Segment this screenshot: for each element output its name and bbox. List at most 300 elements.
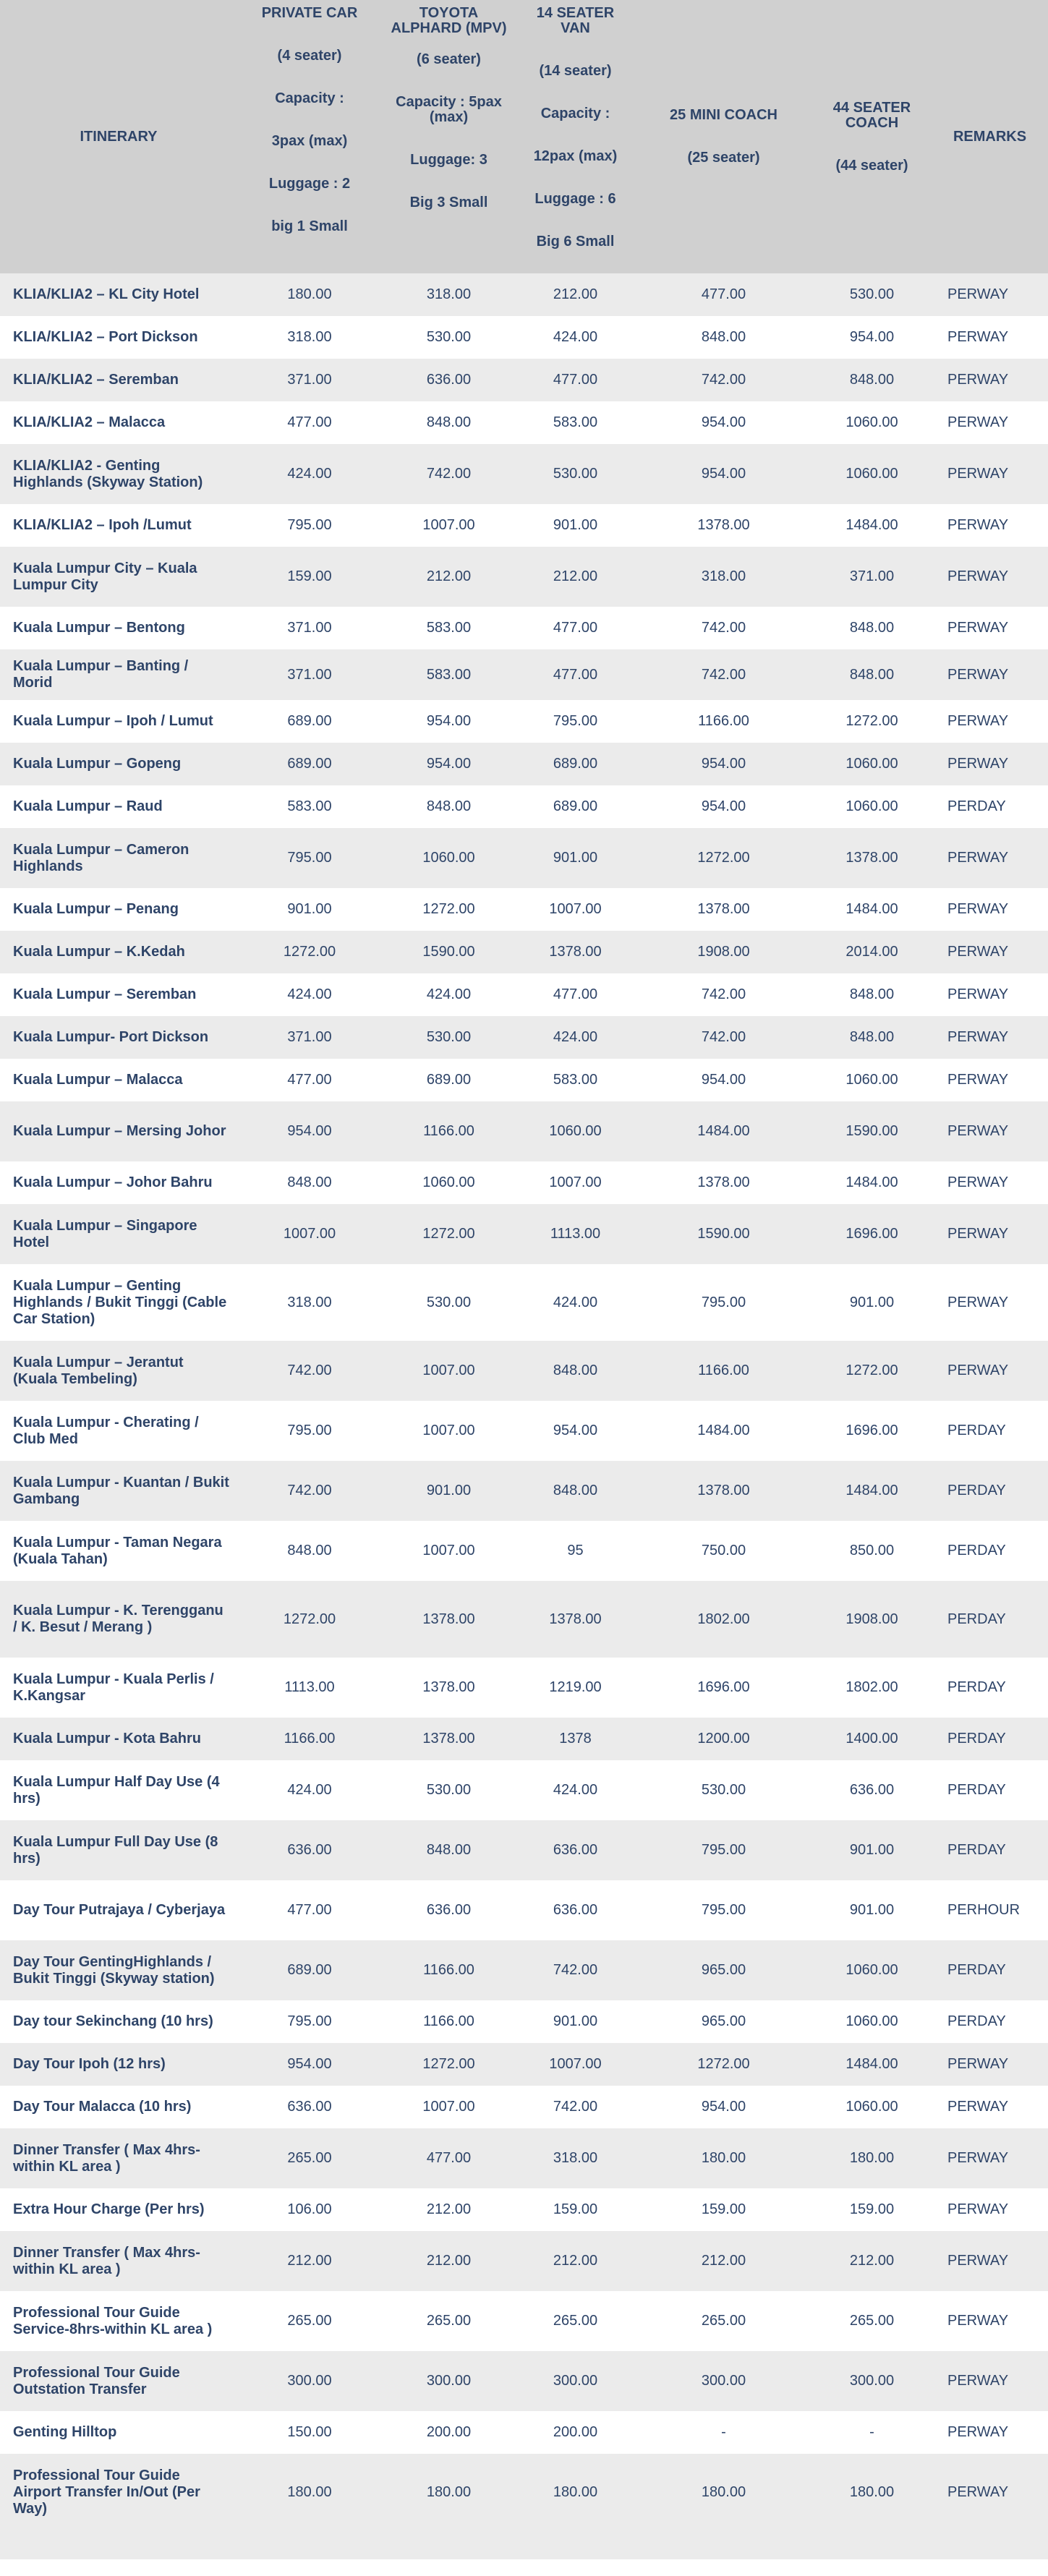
cell-mini-coach: 795.00 [701, 1842, 746, 1858]
table-row [0, 1521, 1048, 1581]
cell-private-car: 848.00 [287, 1174, 332, 1190]
cell-itinerary: Kuala Lumpur – Jerantut (Kuala Tembeling) [13, 1354, 184, 1387]
cell-remarks: PERWAY [947, 372, 1009, 388]
cell-van: 424.00 [553, 1029, 598, 1045]
cell-coach: 371.00 [849, 568, 895, 584]
cell-mini-coach: 742.00 [701, 986, 746, 1002]
cell-remarks: PERDAY [947, 1679, 1006, 1695]
cell-mini-coach: 1272.00 [697, 850, 750, 866]
cell-mini-coach: 1378.00 [697, 517, 750, 533]
cell-remarks: PERDAY [947, 1543, 1006, 1558]
cell-mini-coach: 212.00 [701, 2253, 746, 2269]
cell-coach: 1378.00 [845, 850, 898, 866]
cell-coach: 1060.00 [845, 798, 898, 814]
cell-van: 1007.00 [549, 2056, 602, 2072]
cell-mpv: 1007.00 [422, 2099, 475, 2115]
cell-remarks: PERWAY [947, 1029, 1009, 1045]
cell-remarks: PERWAY [947, 568, 1009, 584]
table-row [0, 1658, 1048, 1718]
cell-coach: 1272.00 [845, 713, 898, 729]
cell-private-car: 318.00 [287, 1294, 332, 1310]
cell-mini-coach: 965.00 [701, 2013, 746, 2029]
cell-mpv: 1007.00 [422, 1362, 475, 1378]
cell-van: 424.00 [553, 1782, 598, 1798]
cell-van: 265.00 [553, 2313, 598, 2329]
cell-mpv: 530.00 [426, 1294, 472, 1310]
cell-mini-coach: 795.00 [701, 1902, 746, 1918]
header-private-car [237, 0, 382, 273]
table-row [0, 1341, 1048, 1401]
table-row [0, 273, 1048, 316]
cell-private-car: 1113.00 [284, 1679, 335, 1695]
cell-mini-coach: - [721, 2424, 726, 2440]
cell-mini-coach: 848.00 [701, 329, 746, 345]
header-line: Luggage: 3 [410, 152, 487, 168]
cell-coach: 1802.00 [845, 1679, 898, 1695]
cell-mini-coach: 795.00 [701, 1294, 746, 1310]
cell-mpv: 742.00 [426, 466, 472, 482]
header-line: Capacity : [275, 90, 344, 106]
cell-private-car: 795.00 [287, 2013, 332, 2029]
cell-van: 180.00 [553, 2483, 598, 2500]
cell-remarks: PERDAY [947, 1483, 1006, 1498]
cell-coach: 636.00 [849, 1782, 895, 1798]
cell-mpv: 1272.00 [422, 901, 475, 917]
header-line: Capacity : 5pax (max) [396, 94, 502, 125]
cell-remarks: PERDAY [947, 1423, 1006, 1438]
cell-itinerary: Kuala Lumpur – Bentong [13, 620, 185, 636]
header-line: 12pax (max) [533, 148, 618, 164]
cell-mpv: 200.00 [426, 2424, 472, 2440]
cell-mpv: 636.00 [426, 1902, 472, 1918]
cell-remarks: PERDAY [947, 1731, 1006, 1747]
cell-coach: 159.00 [849, 2201, 895, 2217]
cell-mini-coach: 954.00 [701, 2099, 746, 2115]
cell-itinerary: Professional Tour Guide Service-8hrs-within KL area ) [13, 2304, 213, 2337]
cell-mpv: 848.00 [426, 798, 472, 814]
cell-van: 212.00 [553, 286, 598, 302]
cell-coach: 1060.00 [845, 1072, 898, 1088]
cell-private-car: 371.00 [287, 620, 332, 636]
cell-private-car: 848.00 [287, 1543, 332, 1558]
cell-mini-coach: 180.00 [701, 2150, 746, 2166]
table-row [0, 931, 1048, 973]
cell-mini-coach: 180.00 [701, 2483, 746, 2500]
cell-coach: 848.00 [849, 986, 895, 1002]
cell-private-car: 689.00 [287, 713, 332, 729]
cell-coach: 180.00 [849, 2150, 895, 2166]
cell-coach: 265.00 [849, 2313, 895, 2329]
cell-coach: 1060.00 [845, 414, 898, 430]
cell-itinerary: Kuala Lumpur Full Day Use (8 hrs) [13, 1833, 218, 1867]
cell-coach: 1484.00 [845, 1174, 898, 1190]
cell-coach: 212.00 [849, 2253, 895, 2269]
cell-van: 1378 [559, 1731, 592, 1747]
cell-mpv: 530.00 [426, 1029, 472, 1045]
cell-itinerary: Kuala Lumpur City – Kuala Lumpur City [13, 560, 197, 593]
cell-van: 901.00 [553, 2013, 598, 2029]
table-row [0, 2291, 1048, 2351]
cell-van: 477.00 [553, 986, 598, 1002]
cell-remarks: PERHOUR [947, 1902, 1021, 1918]
header-mpv [382, 0, 516, 273]
cell-coach: 954.00 [849, 329, 895, 345]
cell-private-car: 159.00 [287, 568, 332, 584]
table-row [0, 316, 1048, 359]
cell-mini-coach: 965.00 [701, 1962, 746, 1978]
cell-van: 1378.00 [549, 1611, 602, 1627]
cell-mini-coach: 742.00 [701, 620, 746, 636]
cell-mini-coach: 477.00 [701, 286, 746, 302]
table-row [0, 1718, 1048, 1760]
cell-remarks: PERDAY [947, 1962, 1006, 1978]
cell-mini-coach: 1200.00 [697, 1731, 750, 1747]
table-row [0, 1461, 1048, 1521]
cell-private-car: 795.00 [287, 850, 332, 866]
table-row [0, 2043, 1048, 2086]
cell-mpv: 583.00 [426, 666, 472, 683]
table-row [0, 1264, 1048, 1341]
table-row [0, 2231, 1048, 2291]
cell-van: 848.00 [553, 1362, 598, 1378]
cell-mpv: 1007.00 [422, 1423, 475, 1438]
cell-van: 1007.00 [549, 1174, 602, 1190]
header-line: Luggage : 2 [268, 176, 351, 192]
table-row [0, 888, 1048, 931]
cell-private-car: 106.00 [287, 2201, 332, 2217]
cell-itinerary: Kuala Lumpur - Kuala Perlis / K.Kangsar [13, 1671, 214, 1704]
cell-private-car: 954.00 [287, 2056, 332, 2072]
table-row [0, 1204, 1048, 1264]
table-row [0, 973, 1048, 1016]
cell-remarks: PERWAY [947, 466, 1009, 482]
cell-remarks: PERWAY [947, 756, 1009, 772]
table-row [0, 1581, 1048, 1658]
cell-mini-coach: 1166.00 [698, 1362, 749, 1378]
cell-mini-coach: 1166.00 [698, 713, 749, 729]
cell-itinerary: Kuala Lumpur - K. Terengganu / K. Besut / Merang ) [13, 1603, 223, 1635]
cell-mini-coach: 742.00 [701, 1029, 746, 1045]
cell-coach: 300.00 [849, 2373, 895, 2389]
cell-van: 212.00 [553, 2253, 598, 2269]
cell-coach: 1484.00 [845, 2056, 898, 2072]
cell-private-car: 424.00 [287, 1782, 332, 1798]
cell-itinerary: Kuala Lumpur – Banting / Morid [13, 658, 189, 691]
cell-remarks: PERWAY [947, 944, 1009, 960]
cell-itinerary: Kuala Lumpur – Cameron Highlands [13, 841, 189, 874]
cell-itinerary: KLIA/KLIA2 - Genting Highlands (Skyway Station) [13, 457, 203, 490]
cell-mpv: 318.00 [426, 286, 472, 302]
cell-itinerary: KLIA/KLIA2 – Port Dickson [13, 329, 198, 345]
cell-mpv: 212.00 [426, 2201, 472, 2217]
cell-coach: 1060.00 [845, 1962, 898, 1978]
cell-remarks: PERWAY [947, 1294, 1009, 1310]
cell-van: 95 [567, 1543, 584, 1558]
cell-coach: 901.00 [849, 1842, 895, 1858]
cell-mpv: 1166.00 [423, 2013, 474, 2029]
cell-van: 901.00 [553, 850, 598, 866]
cell-mini-coach: 1802.00 [697, 1611, 750, 1627]
table-row [0, 2188, 1048, 2231]
cell-mini-coach: 1908.00 [697, 944, 750, 960]
cell-remarks: PERWAY [947, 2056, 1009, 2072]
cell-itinerary: Kuala Lumpur Half Day Use (4 hrs) [13, 1773, 220, 1807]
cell-itinerary: Kuala Lumpur - Kuantan / Bukit Gambang [13, 1474, 229, 1507]
cell-itinerary: Kuala Lumpur - Taman Negara (Kuala Tahan) [13, 1534, 222, 1567]
cell-van: 1113.00 [550, 1226, 601, 1242]
cell-van: 530.00 [553, 466, 598, 482]
cell-van: 159.00 [553, 2201, 598, 2217]
cell-itinerary: Kuala Lumpur – Ipoh / Lumut [13, 713, 213, 729]
header-van [516, 0, 635, 273]
cell-remarks: PERDAY [947, 1842, 1006, 1858]
cell-mini-coach: 742.00 [701, 372, 746, 388]
cell-remarks: PERWAY [947, 620, 1009, 636]
cell-remarks: PERWAY [947, 986, 1009, 1002]
cell-itinerary: Dinner Transfer ( Max 4hrs- within KL area ) [13, 2244, 200, 2277]
cell-remarks: PERWAY [947, 2150, 1009, 2166]
cell-private-car: 265.00 [287, 2150, 332, 2166]
cell-mpv: 1166.00 [423, 1123, 474, 1139]
header-line: (25 seater) [687, 150, 760, 166]
header-mini-coach [635, 0, 812, 273]
cell-itinerary: Professional Tour Guide Outstation Transfer [13, 2364, 180, 2397]
cell-van: 1378.00 [549, 944, 602, 960]
header-line: Big 3 Small [409, 195, 488, 210]
cell-itinerary: Kuala Lumpur – Malacca [13, 1072, 183, 1088]
table-row [0, 359, 1048, 401]
cell-mpv: 212.00 [426, 2253, 472, 2269]
cell-itinerary: Kuala Lumpur – K.Kedah [13, 944, 185, 960]
cell-itinerary: Kuala Lumpur - Kota Bahru [13, 1731, 202, 1747]
cell-itinerary: Day Tour Malacca (10 hrs) [13, 2099, 192, 2115]
cell-mpv: 1378.00 [422, 1731, 475, 1747]
cell-mini-coach: 1590.00 [697, 1226, 750, 1242]
cell-remarks: PERWAY [947, 2313, 1009, 2329]
cell-private-car: 424.00 [287, 986, 332, 1002]
table-row [0, 649, 1048, 700]
cell-remarks: PERWAY [947, 286, 1009, 302]
cell-private-car: 371.00 [287, 666, 332, 683]
cell-itinerary: Kuala Lumpur – Raud [13, 798, 163, 814]
header-line: 3pax (max) [271, 133, 348, 149]
cell-remarks: PERWAY [947, 850, 1009, 866]
table-footer [0, 2530, 1048, 2559]
cell-coach: 901.00 [849, 1294, 895, 1310]
cell-coach: 848.00 [849, 666, 895, 683]
cell-van: 477.00 [553, 372, 598, 388]
cell-itinerary: KLIA/KLIA2 – Ipoh /Lumut [13, 517, 192, 533]
cell-private-car: 1272.00 [283, 1611, 336, 1627]
cell-coach: 850.00 [849, 1543, 895, 1558]
cell-van: 200.00 [553, 2424, 598, 2440]
table-row [0, 2128, 1048, 2188]
cell-coach: 1060.00 [845, 466, 898, 482]
cell-van: 1007.00 [549, 901, 602, 917]
cell-mini-coach: 1696.00 [697, 1679, 750, 1695]
cell-coach: 901.00 [849, 1902, 895, 1918]
cell-van: 795.00 [553, 713, 598, 729]
cell-remarks: PERWAY [947, 1123, 1009, 1139]
cell-mpv: 300.00 [426, 2373, 472, 2389]
cell-van: 477.00 [553, 620, 598, 636]
cell-coach: 1060.00 [845, 2013, 898, 2029]
cell-van: 742.00 [553, 1962, 598, 1978]
table-row [0, 504, 1048, 547]
header-line: 14 SEATER VAN [536, 5, 615, 36]
table-row [0, 444, 1048, 504]
cell-mpv: 477.00 [426, 2150, 472, 2166]
cell-van: 689.00 [553, 798, 598, 814]
cell-mpv: 530.00 [426, 1782, 472, 1798]
header-line: (4 seater) [277, 48, 342, 64]
cell-remarks: PERWAY [947, 414, 1009, 430]
cell-mpv: 1060.00 [422, 1174, 475, 1190]
cell-mini-coach: 159.00 [701, 2201, 746, 2217]
cell-mpv: 212.00 [426, 568, 472, 584]
table-body [0, 273, 1048, 2530]
cell-mpv: 954.00 [426, 756, 472, 772]
cell-mpv: 265.00 [426, 2313, 472, 2329]
cell-private-car: 1272.00 [283, 944, 336, 960]
cell-private-car: 477.00 [287, 1902, 332, 1918]
header-line: Luggage : 6 [534, 191, 616, 207]
cell-mini-coach: 300.00 [701, 2373, 746, 2389]
cell-remarks: PERWAY [947, 2373, 1009, 2389]
cell-remarks: PERWAY [947, 2201, 1009, 2217]
header-line: (44 seater) [835, 157, 908, 174]
table-row [0, 1161, 1048, 1204]
header-line: big 1 Small [271, 218, 348, 234]
cell-van: 1219.00 [549, 1679, 602, 1695]
header-line: (14 seater) [539, 63, 612, 79]
cell-mini-coach: 954.00 [701, 414, 746, 430]
table-row [0, 2411, 1048, 2454]
cell-coach: 1908.00 [845, 1611, 898, 1627]
cell-coach: 1272.00 [845, 1362, 898, 1378]
cell-mpv: 530.00 [426, 329, 472, 345]
cell-coach: 530.00 [849, 286, 895, 302]
cell-van: 583.00 [553, 414, 598, 430]
cell-coach: - [869, 2424, 874, 2440]
cell-coach: 1696.00 [845, 1226, 898, 1242]
cell-mpv: 424.00 [426, 986, 472, 1002]
cell-mpv: 848.00 [426, 1842, 472, 1858]
header-line: Big 6 Small [536, 234, 615, 250]
cell-van: 1060.00 [549, 1123, 602, 1139]
cell-remarks: PERWAY [947, 1226, 1009, 1242]
cell-private-car: 300.00 [287, 2373, 332, 2389]
cell-van: 636.00 [553, 1842, 598, 1858]
cell-coach: 1696.00 [845, 1423, 898, 1438]
cell-private-car: 212.00 [287, 2253, 332, 2269]
cell-remarks: PERWAY [947, 1174, 1009, 1190]
cell-mpv: 1060.00 [422, 850, 475, 866]
cell-mpv: 954.00 [426, 713, 472, 729]
table-row [0, 607, 1048, 649]
cell-private-car: 371.00 [287, 372, 332, 388]
cell-itinerary: Kuala Lumpur – Singapore Hotel [13, 1217, 197, 1250]
header-line: PRIVATE CAR [261, 5, 358, 21]
cell-private-car: 1166.00 [284, 1731, 336, 1747]
cell-van: 742.00 [553, 2099, 598, 2115]
cell-remarks: PERWAY [947, 1362, 1009, 1378]
cell-mpv: 1272.00 [422, 1226, 475, 1242]
cell-remarks: PERWAY [947, 329, 1009, 345]
cell-van: 477.00 [553, 666, 598, 683]
cell-private-car: 150.00 [287, 2424, 332, 2440]
cell-coach: 1060.00 [845, 756, 898, 772]
cell-itinerary: Genting Hilltop [13, 2424, 117, 2440]
cell-private-car: 180.00 [287, 2483, 332, 2500]
cell-remarks: PERWAY [947, 901, 1009, 917]
cell-private-car: 180.00 [287, 286, 332, 302]
cell-itinerary: Extra Hour Charge (Per hrs) [13, 2201, 205, 2217]
table-row [0, 1880, 1048, 1940]
header-coach [812, 0, 932, 273]
cell-coach: 1484.00 [845, 1483, 898, 1498]
cell-itinerary: Kuala Lumpur – Penang [13, 901, 179, 917]
cell-van: 848.00 [553, 1483, 598, 1498]
cell-van: 954.00 [553, 1423, 598, 1438]
cell-mini-coach: 530.00 [701, 1782, 746, 1798]
cell-mpv: 1166.00 [423, 1962, 474, 1978]
cell-itinerary: Kuala Lumpur - Cherating / Club Med [13, 1414, 199, 1447]
cell-mpv: 636.00 [426, 372, 472, 388]
table-row [0, 700, 1048, 743]
cell-mpv: 1007.00 [422, 1543, 475, 1558]
cell-coach: 848.00 [849, 620, 895, 636]
cell-private-car: 795.00 [287, 1423, 332, 1438]
header-line: 44 SEATER COACH [832, 99, 911, 131]
cell-coach: 1484.00 [845, 901, 898, 917]
cell-itinerary: Kuala Lumpur- Port Dickson [13, 1029, 209, 1045]
table-row [0, 1940, 1048, 2000]
table-row [0, 1760, 1048, 1820]
cell-van: 212.00 [553, 568, 598, 584]
cell-private-car: 318.00 [287, 329, 332, 345]
cell-mini-coach: 318.00 [701, 568, 746, 584]
cell-itinerary: Day Tour GentingHighlands / Bukit Tinggi (Skyway station) [13, 1953, 215, 1987]
cell-mini-coach: 1378.00 [697, 1174, 750, 1190]
table-row [0, 1059, 1048, 1101]
cell-private-car: 742.00 [287, 1362, 332, 1378]
cell-mpv: 1007.00 [422, 517, 475, 533]
cell-private-car: 636.00 [287, 2099, 332, 2115]
cell-itinerary: KLIA/KLIA2 – Malacca [13, 414, 166, 430]
cell-van: 318.00 [553, 2150, 598, 2166]
cell-van: 636.00 [553, 1902, 598, 1918]
cell-van: 689.00 [553, 756, 598, 772]
cell-remarks: PERDAY [947, 1782, 1006, 1798]
cell-remarks: PERDAY [947, 798, 1006, 814]
cell-mpv: 1590.00 [422, 944, 475, 960]
cell-itinerary: Kuala Lumpur – Mersing Johor [13, 1123, 226, 1139]
cell-itinerary: Day Tour Putrajaya / Cyberjaya [13, 1902, 226, 1918]
cell-itinerary: KLIA/KLIA2 – Seremban [13, 372, 179, 388]
table-row [0, 828, 1048, 888]
cell-remarks: PERDAY [947, 2013, 1006, 2029]
cell-itinerary: Kuala Lumpur – Genting Highlands / Bukit Tinggi (Cable Car Station) [13, 1277, 227, 1327]
table-row [0, 1401, 1048, 1461]
cell-mini-coach: 1378.00 [697, 1483, 750, 1498]
cell-private-car: 954.00 [287, 1123, 332, 1139]
cell-remarks: PERWAY [947, 2253, 1009, 2269]
cell-van: 424.00 [553, 329, 598, 345]
header-line: Capacity : [540, 106, 610, 121]
cell-van: 300.00 [553, 2373, 598, 2389]
cell-coach: 180.00 [849, 2483, 895, 2500]
